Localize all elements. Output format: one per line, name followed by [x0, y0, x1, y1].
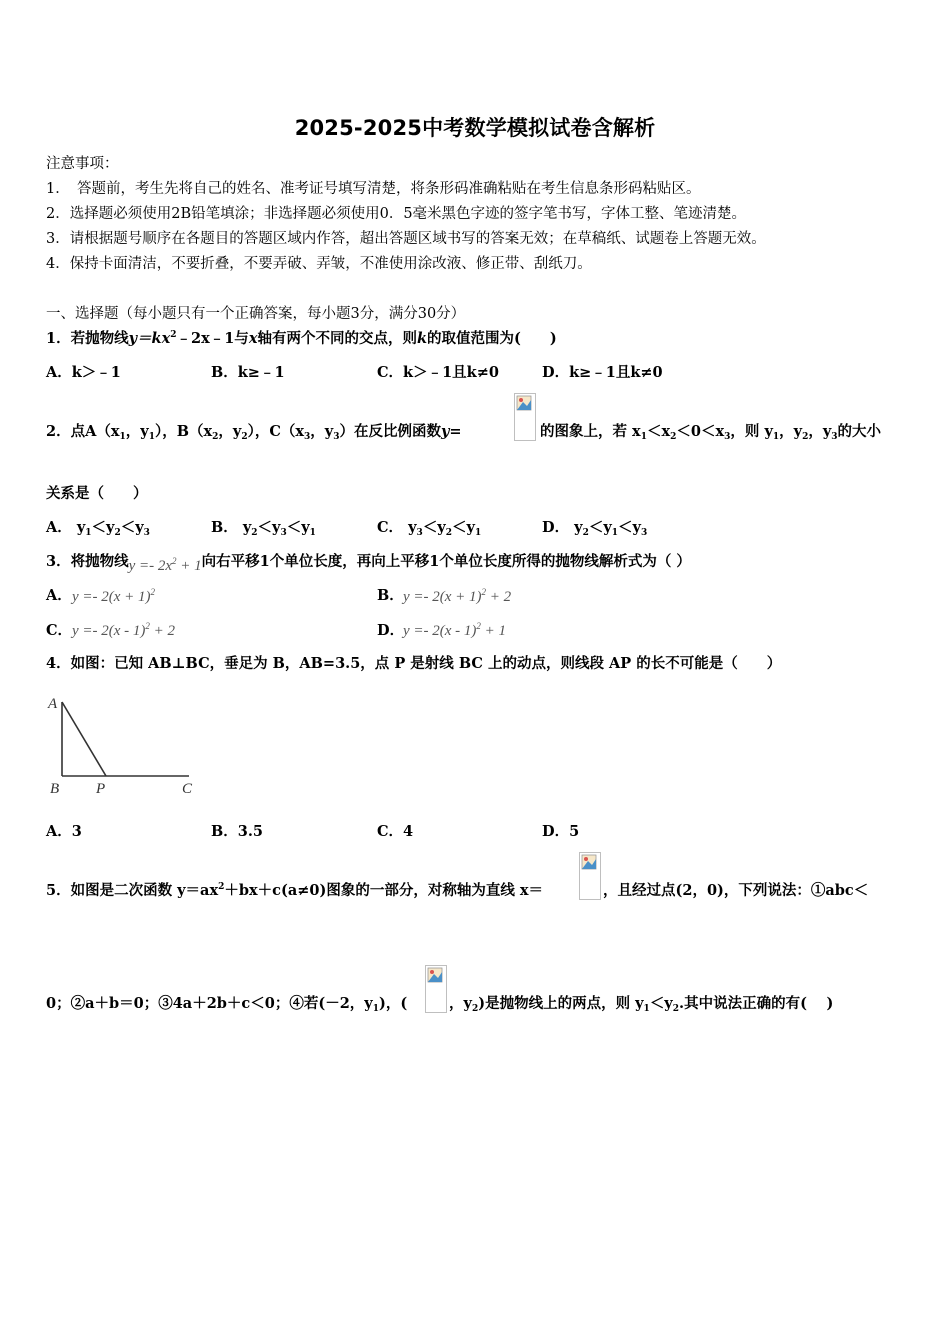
notes-heading: 注意事项： [46, 156, 119, 172]
question-2-stem-cont: 的图象上，若 $x_1<x_2<0<x_3$，则 $y_1$，$y_2$，$y_3$的大小 [540, 423, 882, 442]
question-5-stem-line2: 0；②a＋b＝0；③4a＋2b＋c＜0；④若(－2，$y_1$)，( [46, 995, 408, 1014]
broken-image-icon [425, 965, 447, 1013]
note-item: 1． 答题前，考生先将自己的姓名、准考证号填写清楚，将条形码准确粘贴在考生信息条形码粘贴区。 [46, 181, 701, 197]
question-5-stem: 5．如图是二次函数 $y=ax^2+bx+c(a\ne 0)$图象的一部分，对称轴为直线 x＝ [46, 882, 544, 899]
question-4-stem: 4．如图：已知 AB⊥BC，垂足为 B，AB=3.5，点 P 是射线 BC 上的动点，则线段 AP 的长不可能是（ ） [46, 655, 782, 672]
q4-option-a: A．3 [46, 823, 82, 840]
broken-image-icon [514, 393, 536, 441]
q2-option-a: A． $y_1<y_2<y_3$ [46, 519, 150, 538]
q4-figure [44, 690, 202, 800]
question-5-stem-cont: ，且经过点(2，0)，下列说法：①abc＜ [603, 882, 869, 899]
broken-image-icon [579, 852, 601, 900]
q1-option-c: C．k＞﹣1且k≠0 [377, 364, 499, 381]
q3-option-a: A． [46, 587, 72, 604]
q3-option-d: D． [377, 622, 405, 639]
q2-option-c: C． $y_3<y_2<y_1$ [377, 519, 482, 538]
note-item: 4．保持卡面清洁，不要折叠，不要弄破、弄皱，不准使用涂改液、修正带、刮纸刀。 [46, 256, 592, 272]
question-2-stem: 2．点$A(x_1$，$y_1$），$B(x_2$，$y_2$），$C(x_3$，$y_3$）在反比例函数y= [46, 423, 462, 442]
q3-option-c: C． [46, 622, 73, 639]
question-3-stem: 3．将抛物线$y =- 2x^2 + 1$向右平移1个单位长度，再向上平移1个单位长度所得的抛物线解析式为（ ） [46, 553, 691, 574]
q2-option-b: B． $y_2<y_3<y_1$ [211, 519, 316, 538]
point-label-c: C [182, 781, 193, 797]
point-label-a: A [48, 696, 58, 712]
q3-option-a-expr: $y =- 2(x + 1)^2$ [72, 587, 156, 605]
question-1-stem: 1．若抛物线$y=kx^2﹣2x﹣1$与x轴有两个不同的交点，则k的取值范围为( ) [46, 330, 557, 347]
q4-option-c: C．4 [377, 823, 414, 840]
q3-option-d-expr: y =- 2(x - 1)$^2$ + 1 [403, 621, 507, 639]
q4-option-d: D．5 [542, 823, 580, 840]
note-item: 3．请根据题号顺序在各题目的答题区域内作答，超出答题区域书写的答案无效；在草稿纸、试题卷上答题无效。 [46, 231, 766, 247]
note-item: 2．选择题必须使用2B铅笔填涂；非选择题必须使用0．5毫米黑色字迹的签字笔书写，字体工整、笔迹清楚。 [46, 206, 747, 222]
q1-option-a: A．k＞﹣1 [46, 364, 121, 381]
q3-option-b: B． [377, 587, 404, 604]
q3-option-c-expr: y =- 2(x - 1)$^2$ + 2 [72, 621, 176, 639]
q2-option-d: D． $y_2<y_1<y_3$ [542, 519, 648, 538]
section-heading: 一、选择题（每小题只有一个正确答案，每小题3分，满分30分） [46, 306, 466, 322]
point-label-p: P [96, 781, 106, 797]
q1-option-b: B．k≥﹣1 [211, 364, 285, 381]
question-5-stem-line2-cont: ，$y_2$)是抛物线上的两点，则 $y_1<y_2$.其中说法正确的有( ) [449, 995, 834, 1014]
q4-option-b: B．3.5 [211, 823, 263, 840]
point-label-b: B [50, 781, 60, 797]
question-2-stem-line2: 关系是（ ） [46, 485, 148, 502]
q1-option-d: D．k≥﹣1且k≠0 [542, 364, 663, 381]
page-title: 2025-2025中考数学模拟试卷含解析 [294, 116, 656, 140]
q3-option-b-expr: $y =- 2(x + 1)^2 + 2$ [403, 587, 512, 605]
